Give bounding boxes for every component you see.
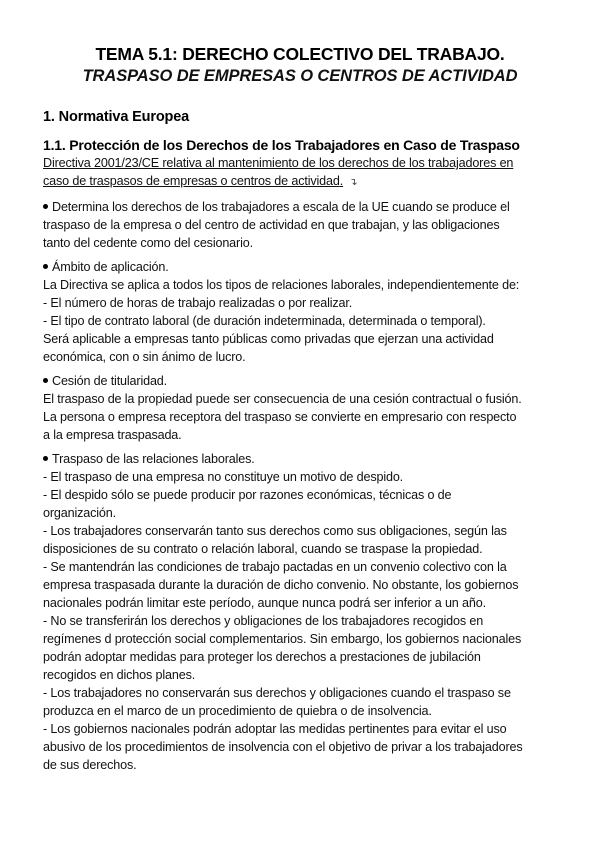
paragraph-line: La persona o empresa receptora del traspaso se convierte en empresario con respecto — [43, 410, 517, 424]
document-title: TEMA 5.1: DERECHO COLECTIVO DEL TRABAJO. — [95, 44, 505, 64]
paragraph-line: - Se mantendrán las condiciones de trabajo pactadas en un convenio colectivo con la — [43, 560, 507, 574]
paragraph-text: Determina los derechos de los trabajadores a escala de la UE cuando se produce el — [52, 200, 510, 214]
paragraph-line: - El tipo de contrato laboral (de duración indeterminada, determinada o temporal). — [43, 314, 486, 328]
paragraph-line: El traspaso de la propiedad puede ser consecuencia de una cesión contractual o fusión. — [43, 392, 522, 406]
paragraph-line: a la empresa traspasada. — [43, 428, 182, 442]
paragraph-text: Traspaso de las relaciones laborales. — [52, 452, 255, 466]
directive-link-period: . — [339, 174, 344, 188]
paragraph-line: - El despido sólo se puede producir por razones económicas, técnicas o de — [43, 488, 452, 502]
directive-link-line-2[interactable]: caso de traspasos de empresas o centros de actividad — [43, 174, 340, 188]
paragraph-line — [43, 198, 558, 216]
paragraph-text: Ámbito de aplicación. — [52, 260, 169, 274]
bullet-icon — [43, 456, 48, 461]
paragraph-line: nacionales podrán limitar este período, aunque nunca podrá ser inferior a un año. — [43, 596, 486, 610]
directive-link[interactable] — [43, 154, 558, 192]
bullet-icon — [43, 264, 48, 269]
document-body — [43, 107, 558, 774]
paragraph-line: Será aplicable a empresas tanto públicas como privadas que ejerzan una actividad — [43, 332, 494, 346]
paragraph-ambito — [43, 258, 558, 366]
paragraph-line: - Los trabajadores conservarán tanto sus derechos como sus obligaciones, según las — [43, 524, 507, 538]
paragraph-line: abusivo de los procedimientos de insolvencia con el objetivo de privar a los trabajadores — [43, 740, 523, 754]
section-heading-normativa-europea: 1. Normativa Europea — [43, 109, 190, 125]
paragraph-line: disposiciones de su contrato o relación laboral, cuando se traspase la propiedad. — [43, 542, 483, 556]
paragraph-line — [43, 450, 558, 468]
paragraph-line: de sus derechos. — [43, 758, 137, 772]
paragraph-line: traspaso de la empresa o del centro de actividad en que trabajan, y las obligaciones — [43, 218, 500, 232]
paragraph-return-icon: ↴ — [349, 177, 358, 188]
paragraph-determina — [43, 198, 558, 252]
paragraph-line: - El número de horas de trabajo realizadas o por realizar. — [43, 296, 353, 310]
paragraph-line: produzca en el marco de un procedimiento de quiebra o de insolvencia. — [43, 704, 432, 718]
paragraph-line: regímenes d protección social complementarios. Sin embargo, los gobiernos nacionales — [43, 632, 522, 646]
directive-link-line-1[interactable]: Directiva 2001/23/CE relativa al mantenimiento de los derechos de los trabajadores en — [43, 156, 514, 170]
paragraph-line: - Los gobiernos nacionales podrán adoptar las medidas pertinentes para evitar el uso — [43, 722, 507, 736]
paragraph-line: tanto del cedente como del cesionario. — [43, 236, 253, 250]
paragraph-line: - El traspaso de una empresa no constituye un motivo de despido. — [43, 470, 404, 484]
paragraph-traspaso-relaciones — [43, 450, 558, 774]
paragraph-line: podrán adoptar medidas para proteger los derechos a prestaciones de jubilación — [43, 650, 481, 664]
paragraph-line: empresa traspasada durante la duración de dicho convenio. No obstante, los gobiernos — [43, 578, 519, 592]
document-subtitle: TRASPASO DE EMPRESAS O CENTROS DE ACTIVIDAD — [82, 67, 518, 85]
paragraph-line — [43, 258, 558, 276]
paragraph-line: organización. — [43, 506, 116, 520]
paragraph-text: Cesión de titularidad. — [52, 374, 168, 388]
directive-link-line-2-wrap — [43, 172, 558, 192]
paragraph-line: económica, con o sin ánimo de lucro. — [43, 350, 246, 364]
paragraph-line: recogidos en dichos planes. — [43, 668, 196, 682]
subsection-heading-proteccion: 1.1. Protección de los Derechos de los Trabajadores en Caso de Traspaso — [43, 137, 520, 153]
bullet-icon — [43, 378, 48, 383]
paragraph-line: - No se transferirán los derechos y obligaciones de los trabajadores recogidos en — [43, 614, 484, 628]
paragraph-line: La Directiva se aplica a todos los tipos de relaciones laborales, independientemente de: — [43, 278, 520, 292]
paragraph-cesion — [43, 372, 558, 444]
paragraph-line — [43, 372, 558, 390]
paragraph-line: - Los trabajadores no conservarán sus derechos y obligaciones cuando el traspaso se — [43, 686, 511, 700]
bullet-icon — [43, 204, 48, 209]
